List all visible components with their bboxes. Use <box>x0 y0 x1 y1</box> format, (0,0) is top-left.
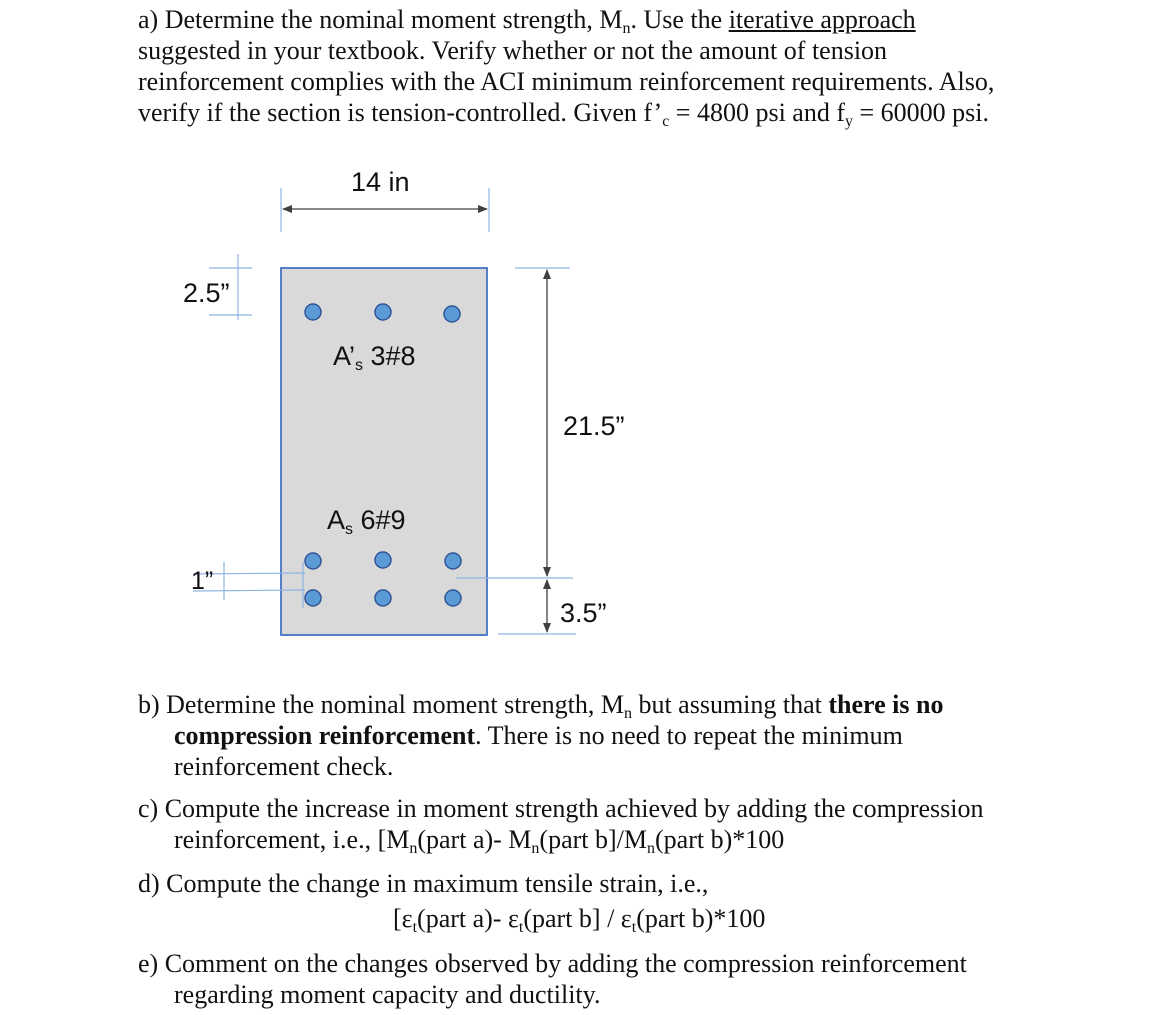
tension-bar <box>445 590 461 606</box>
part-c-line-1: c) Compute the increase in moment strength achieved by adding the compression <box>138 794 984 823</box>
depth-label: 21.5” <box>563 411 625 441</box>
bottom-dimension-label: 3.5” <box>560 598 607 628</box>
tension-bar <box>375 552 391 568</box>
part-a-line-4: verify if the section is tension-controlled. Given $f’_c = 4800$ psi and $f_y = 60000$ psi. <box>138 98 990 130</box>
iterative-approach-underlined: iterative approach <box>728 5 916 34</box>
top-cover-label: 2.5” <box>183 278 230 308</box>
part-d-text <box>138 868 765 934</box>
part-c-line-2: reinforcement, i.e., [$M_n(part$ a)- $M_n(part$ $b]/M_n(part$ b)*100 <box>174 825 785 857</box>
part-e-line-1: e) Comment on the changes observed by adding the compression reinforcement <box>138 949 967 978</box>
part-d-line-1: d) Compute the change in maximum tensile strain, i.e., <box>138 869 709 898</box>
width-label: 14 in <box>351 167 410 197</box>
part-b-text <box>138 689 943 782</box>
compression-steel-label: $A’_s$ 3#8 <box>333 341 416 374</box>
part-e-line-2: regarding moment capacity and ductility. <box>174 980 601 1009</box>
depth-dimension <box>498 268 576 634</box>
tension-bar <box>305 553 321 569</box>
tension-bar <box>375 590 391 606</box>
compression-bar <box>444 306 460 322</box>
part-b-line-2: compression reinforcement. There is no need to repeat the minimum <box>174 721 903 750</box>
concrete-section <box>281 268 487 635</box>
tension-steel-label: $A_s$ 6#9 <box>327 505 406 538</box>
part-d-line-2: [$\varepsilon_t(part$ a)- $\varepsilon_t(part$ $b] / \varepsilon_t(part$ b)*100 <box>393 904 766 936</box>
part-a-line-2: suggested in your textbook. Verify whether or not the amount of tension <box>138 36 888 65</box>
compression-bar <box>305 304 321 320</box>
part-b-line-3: reinforcement check. <box>174 752 394 781</box>
bar-spacing-label: 1” <box>191 567 214 595</box>
part-c-text <box>138 793 983 855</box>
part-b-line-1: b) Determine the nominal moment strength, $M_n$ but assuming that there is no <box>138 690 944 722</box>
part-e-text <box>138 948 967 1010</box>
part-a-line-3: reinforcement complies with the ACI minimum reinforcement requirements. Also, <box>138 67 995 96</box>
compression-bar <box>375 304 391 320</box>
tension-bar <box>305 590 321 606</box>
part-a-line-1: a) Determine the nominal moment strength, $M_n$. Use the iterative approach <box>138 5 916 37</box>
tension-bar <box>445 553 461 569</box>
